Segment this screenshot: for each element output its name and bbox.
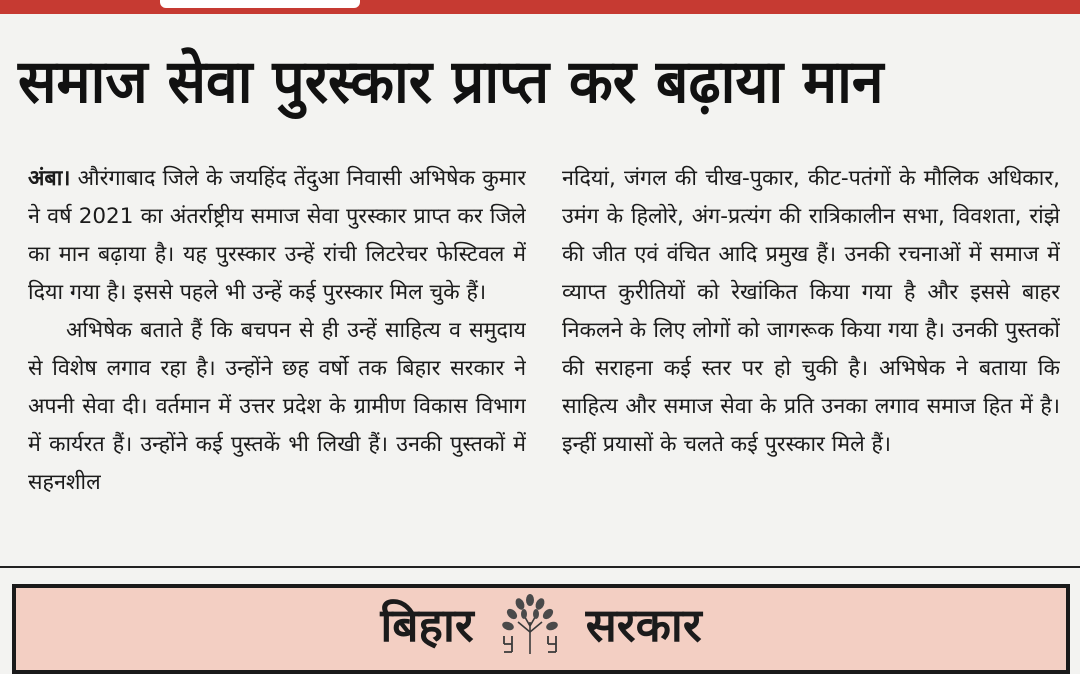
article-column-right	[562, 160, 1060, 560]
article-column-left	[28, 160, 526, 560]
article-paragraph	[28, 160, 526, 312]
headline: समाज सेवा पुरस्कार प्राप्त कर बढ़ाया मान	[18, 47, 884, 117]
article-body	[28, 160, 1060, 560]
top-strip-white-box	[160, 0, 360, 8]
article-paragraph: नदियां, जंगल की चीख-पुकार, कीट-पतंगों के मौलिक अधिकार, उमंग के हिलोरे, अंग-प्रत्यंग की रात्रिकालीन सभा, विवशता, रांझे की जीत एवं वंचित आदि प्रमुख हैं। उनकी रचनाओं में समाज में व्याप्त कुरीतियों को रेखांकित किया गया है और इससे बाहर निकलने के लिए लोगों को जागरूक किया गया है। उनकी पुस्तकों की सराहना कई स्तर पर हो चुकी है। अभिषेक ने बताया कि साहित्य और समाज सेवा के प्रति उनका लगाव समाज हित में है। इन्हीं प्रयासों के चलते कई पुरस्कार मिले हैं।	[562, 166, 1060, 457]
article-paragraph: अभिषेक बताते हैं कि बचपन से ही उन्हें साहित्य व समुदाय से विशेष लगाव रहा है। उन्होंने छह वर्षो तक बिहार सरकार ने अपनी सेवा दी। वर्तमान में उत्तर प्रदेश के ग्रामीण विकास विभाग में कार्यरत हैं। उन्होंने कई पुस्तकें भी लिखी हैं। उनकी पुस्तकों में सहनशील	[28, 318, 526, 495]
top-color-strip	[0, 0, 1080, 14]
paragraph-text: औरंगाबाद जिले के जयहिंद तेंदुआ निवासी अभिषेक कुमार ने वर्ष 2021 का अंतर्राष्ट्रीय समाज सेवा पुरस्कार प्राप्त कर जिले का मान बढ़ाया है। यह पुरस्कार उन्हें रांची लिटरेचर फेस्टिवल में दिया गया है। इससे पहले भी उन्हें कई पुरस्कार मिल चुके हैं।	[28, 166, 526, 305]
section-divider	[0, 566, 1080, 568]
bodhi-tree-emblem-icon	[498, 592, 562, 658]
ad-title	[16, 592, 1066, 658]
advertisement-banner	[12, 584, 1070, 674]
dateline: अंबा।	[28, 166, 71, 191]
ad-word-right: सरकार	[585, 598, 702, 652]
ad-word-left: बिहार	[380, 598, 474, 652]
